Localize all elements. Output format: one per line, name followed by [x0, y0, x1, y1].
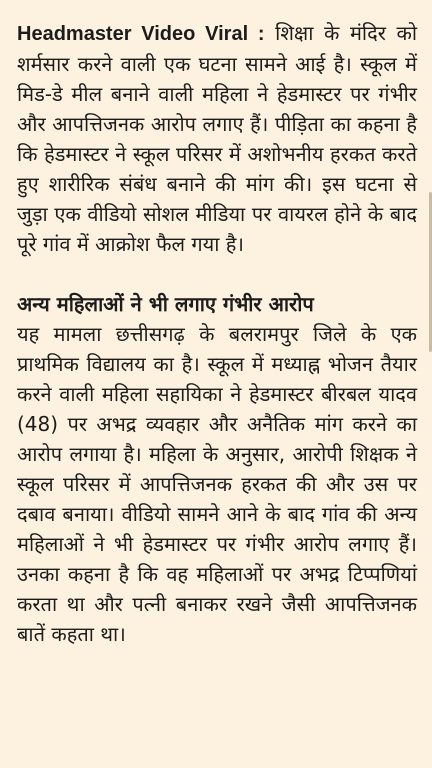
paragraph-1-text: शिक्षा के मंदिर को शर्मसार करने वाली एक घटना सामने आई है। स्कूल में मिड-डे मील बनाने वाली महिला ने हेडमास्टर पर गंभीर और आपत्तिजनक आरोप लगाए हैं। पीड़िता का कहना है कि हेडमास्टर ने स्कूल परिसर में अशोभनीय हरकत करते हुए शारीरिक संबंध बनाने की मांग की। इस घटना से जुड़ा एक वीडियो सोशल मीडिया पर वायरल होने के बाद पूरे गांव में आक्रोश फैल गया है।	[17, 21, 418, 256]
article-paragraph-2: यह मामला छत्तीसगढ़ के बलरामपुर जिले के एक प्राथमिक विद्यालय का है। स्कूल में मध्याह्न भोजन तैयार करने वाली महिला सहायिका ने हेडमास्टर बीरबल यादव (48) पर अभद्र व्यवहार और अनैतिक मांग करने का आरोप लगाया है। महिला के अनुसार, आरोपी शिक्षक ने स्कूल परिसर में आपत्तिजनक हरकत की और उस पर दबाव बनाया। वीडियो सामने आने के बाद गांव की अन्य महिलाओं ने भी हेडमास्टर पर गंभीर आरोप लगाए हैं। उनका कहना है कि वह महिलाओं पर अभद्र टिप्पणियां करता था और पत्नी बनाकर रखने जैसी आपत्तिजनक बातें कहता था।	[17, 322, 417, 646]
paragraph-spacer	[17, 259, 417, 289]
lead-label: Headmaster Video Viral :	[17, 23, 265, 45]
section-subheading: अन्य महिलाओं ने भी लगाए गंभीर आरोप	[17, 292, 314, 316]
article-paragraph-1	[17, 18, 417, 259]
article-body	[17, 18, 417, 649]
